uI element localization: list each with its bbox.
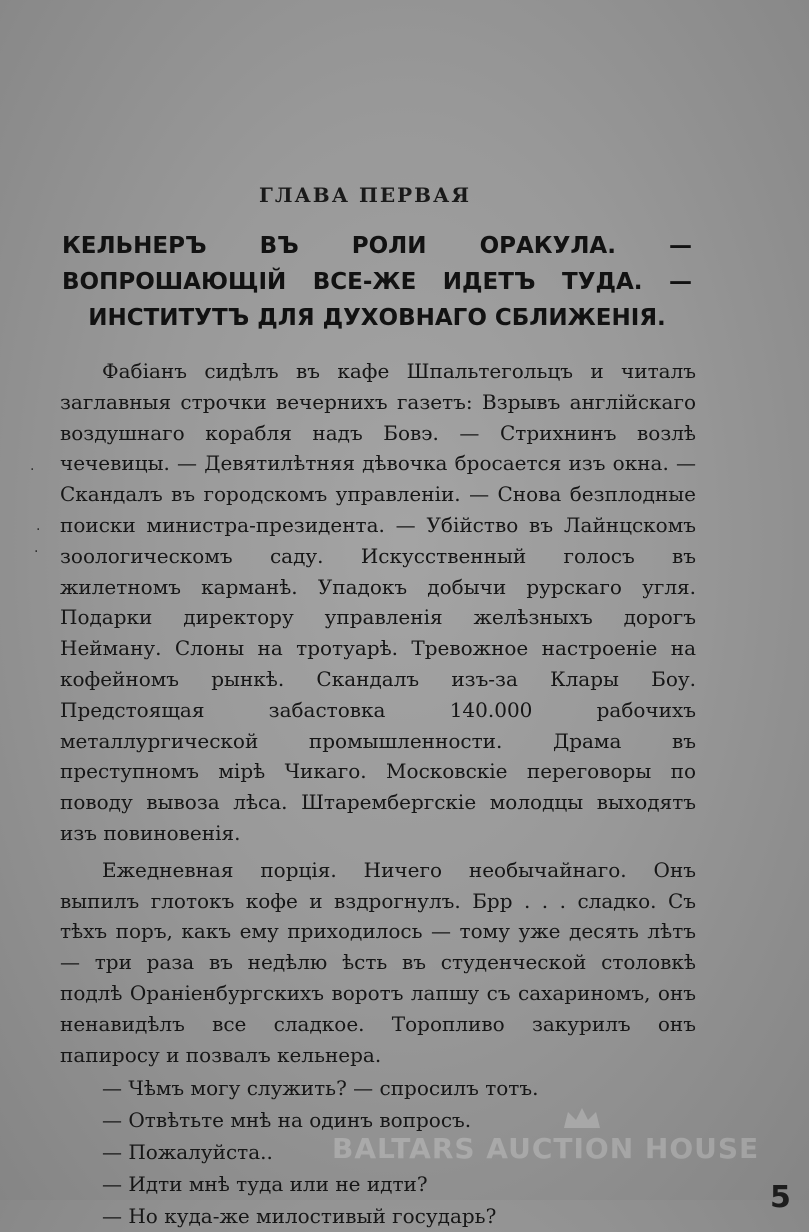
paragraph-1: Фабіанъ сидѣлъ въ кафе Шпальтегольцъ и читалъ заглавныя строчки вечернихъ газетъ: Взрывъ англійскаго воздушнаго корабля надъ Бовэ. — Стрихнинъ возлѣ чечевицы. — Девятилѣтняя дѣвочка бросается изъ окна. — Скандалъ въ городскомъ управленіи. — Снова безплодные поиски министра-президента. — Убійство въ Лайнцскомъ зоологическомъ саду. Искусственный голосъ въ жилетномъ карманѣ. Упадокъ добычи рурскаго угля. Подарки директору управленія желѣзныхъ дорогъ Нейману. Слоны на тротуарѣ. Тревожное настроеніе на кофейномъ рынкѣ. Скандалъ изъ-за Клары Боу. Предстоящая забастовка 140.000 рабочихъ металлургической промышленности. Драма въ преступномъ мірѣ Чикаго. Московскіе переговоры по поводу вывоза лѣса. Штарембергскіе молодцы выходятъ изъ повиновенія. (60, 359, 696, 845)
watermark: BALTARS AUCTION HOUSE (332, 1132, 760, 1165)
dialog-line-2: — Отвѣтьте мнѣ на одинъ вопросъ. (102, 1108, 472, 1133)
dialog-line-5: — Но куда-же милостивый государь? (102, 1204, 497, 1229)
chapter-subtitle: КЕЛЬНЕРЪ ВЪ РОЛИ ОРАКУЛА. — ВОПРОШАЮЩІЙ ВСЕ-ЖЕ ИДЕТЪ ТУДА. — ИНСТИТУТЪ ДЛЯ ДУХОВНАГО СБЛИЖЕНІЯ. (62, 233, 692, 331)
dialog-line-4: — Идти мнѣ туда или не идти? (102, 1172, 428, 1197)
dialog-line-3: — Пожалуйста.. (102, 1140, 273, 1165)
paragraph-2: Ежедневная порція. Ничего необычайнаго. Онъ выпилъ глотокъ кофе и вздрогнулъ. Брр . . . сладко. Съ тѣхъ поръ, какъ ему приходилось — тому уже десять лѣтъ — три раза въ недѣлю ѣсть въ студенческой столовкѣ подлѣ Ораніенбургскихъ воротъ лапшу съ сахариномъ, онъ ненавидѣлъ все сладкое. Торопливо закурилъ онъ папиросу и позвалъ кельнера. (60, 857, 696, 1067)
margin-mark: · (30, 462, 35, 478)
page-number: 5 (770, 1180, 791, 1215)
crown-icon (560, 1104, 604, 1132)
margin-mark: · (34, 544, 39, 560)
chapter-title: ГЛАВА ПЕРВАЯ (259, 183, 471, 207)
body-text (60, 356, 696, 1232)
dialog-line-1: — Чѣмъ могу служить? — спросилъ тотъ. (102, 1076, 539, 1101)
margin-mark: · (36, 522, 41, 538)
